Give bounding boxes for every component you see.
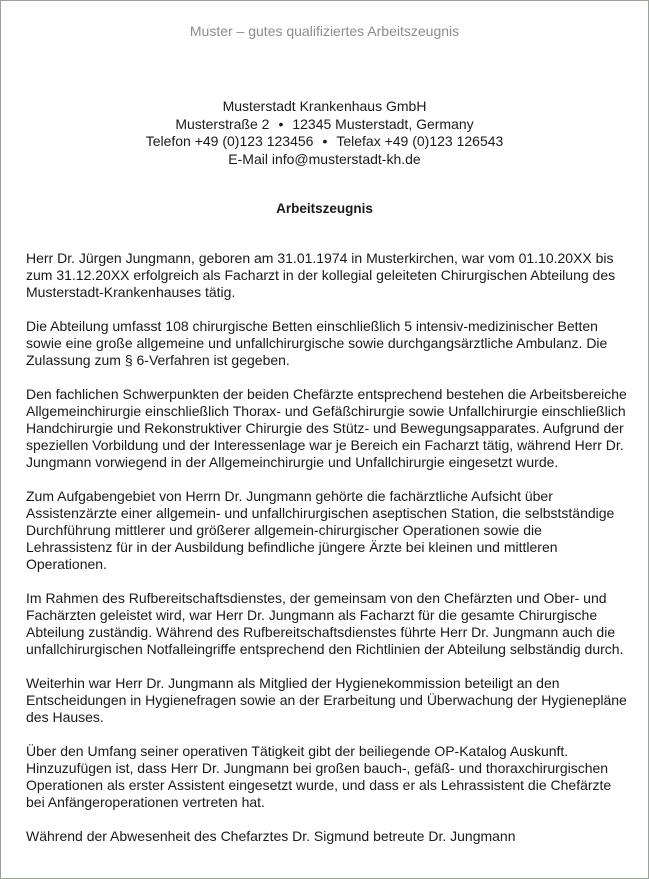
paragraph: Herr Dr. Jürgen Jungmann, geboren am 31.01.1974 in Musterkirchen, war vom 01.10.20XX bis zum 31.12.20XX erfolgreich als Facharzt in der kollegial geleiteten Chirurgischen Abteilung des Musterstadt-Krankenhauses tätig. (26, 250, 616, 300)
document-body (26, 250, 631, 862)
paragraph: Während der Abwesenheit des Chefarztes Dr. Sigmund betreute Dr. Jungmann (26, 828, 516, 844)
email: E-Mail info@musterstadt-kh.de (228, 150, 421, 167)
city: 12345 Musterstadt, Germany (292, 115, 474, 132)
phone: Telefon +49 (0)123 123456 (145, 133, 314, 149)
paragraph: Zum Aufgabengebiet von Herrn Dr. Jungmann gehörte die fachärztliche Aufsicht über Assistenzärzte einer allgemein- und unfallchirurgischen aseptischen Station, die selbstständige Durchführung mittlerer und größerer allgemein-chirurgischer Operationen sowie die Lehrassistenz für in der Ausbildung befindliche jüngere Ärzte bei kleinen und mittleren Operationen. (26, 488, 615, 572)
company-name: Musterstadt Krankenhaus GmbH (222, 98, 427, 114)
document-title: Arbeitszeugnis (276, 201, 373, 216)
paragraph: Im Rahmen des Rufbereitschaftsdienstes, der gemeinsam von den Chefärzten und Ober- und Fachärzten geleistet wird, war Herr Dr. Jungmann als Facharzt für die gesamte Chirurgische Abteilung zuständig. Während des Rufbereitschaftsdienstes führte Herr Dr. Jungmann auch die unfallchirurgischen Notfalleingriffe entsprechend den Richtlinien der Abteilung selbständig durch. (26, 590, 624, 657)
paragraph: Die Abteilung umfasst 108 chirurgische Betten einschließlich 5 intensiv-medizinischer Betten sowie eine große allgemeine und unfallchirurgische sowie durchgangsärztliche Ambulanz. Die Zulassung zum § 6-Verfahren ist gegeben. (26, 318, 608, 368)
letterhead (1, 98, 648, 168)
bullet-separator: • (322, 133, 328, 149)
paragraph: Weiterhin war Herr Dr. Jungmann als Mitglied der Hygienekommission beteiligt an den Entscheidungen in Hygienefragen sowie an der Erarbeitung und Überwachung der Hygienepläne des Hauses. (26, 675, 627, 725)
contact-line (1, 133, 648, 151)
paragraph: Über den Umfang seiner operativen Tätigkeit gibt der beiliegende OP-Katalog Auskunft. Hinzuzufügen ist, dass Herr Dr. Jungmann bei großen bauch-, gefäß- und thoraxchirurgischen Operationen als erster Assistent eingesetzt wurde, und dass er als Lehrassistent die Chefärzte bei Anfängeroperationen vertreten hat. (26, 743, 612, 810)
bullet-separator: • (278, 115, 284, 132)
paragraph: Den fachlichen Schwerpunkten der beiden Chefärzte entsprechend bestehen die Arbeitsbereiche Allgemeinchirurgie einschließlich Thorax- und Gefäßchirurgie sowie Unfallchirurgie einschließlich Handchirurgie und Rekonstruktiver Chirurgie des Stütz- und Bewegungsapparates. Aufgrund der speziellen Vorbildung und der Interessenlage war je Bereich ein Facharzt tätig, während Herr Dr. Jungmann vorwiegend in der Allgemeinchirurgie und Unfallchirurgie eingesetzt wurde. (26, 386, 627, 470)
street: Musterstraße 2 (175, 115, 270, 132)
address-line (1, 116, 648, 134)
fax: Telefax +49 (0)123 126543 (336, 133, 504, 149)
page-header-title: Muster – gutes qualifiziertes Arbeitszeugnis (189, 23, 460, 39)
